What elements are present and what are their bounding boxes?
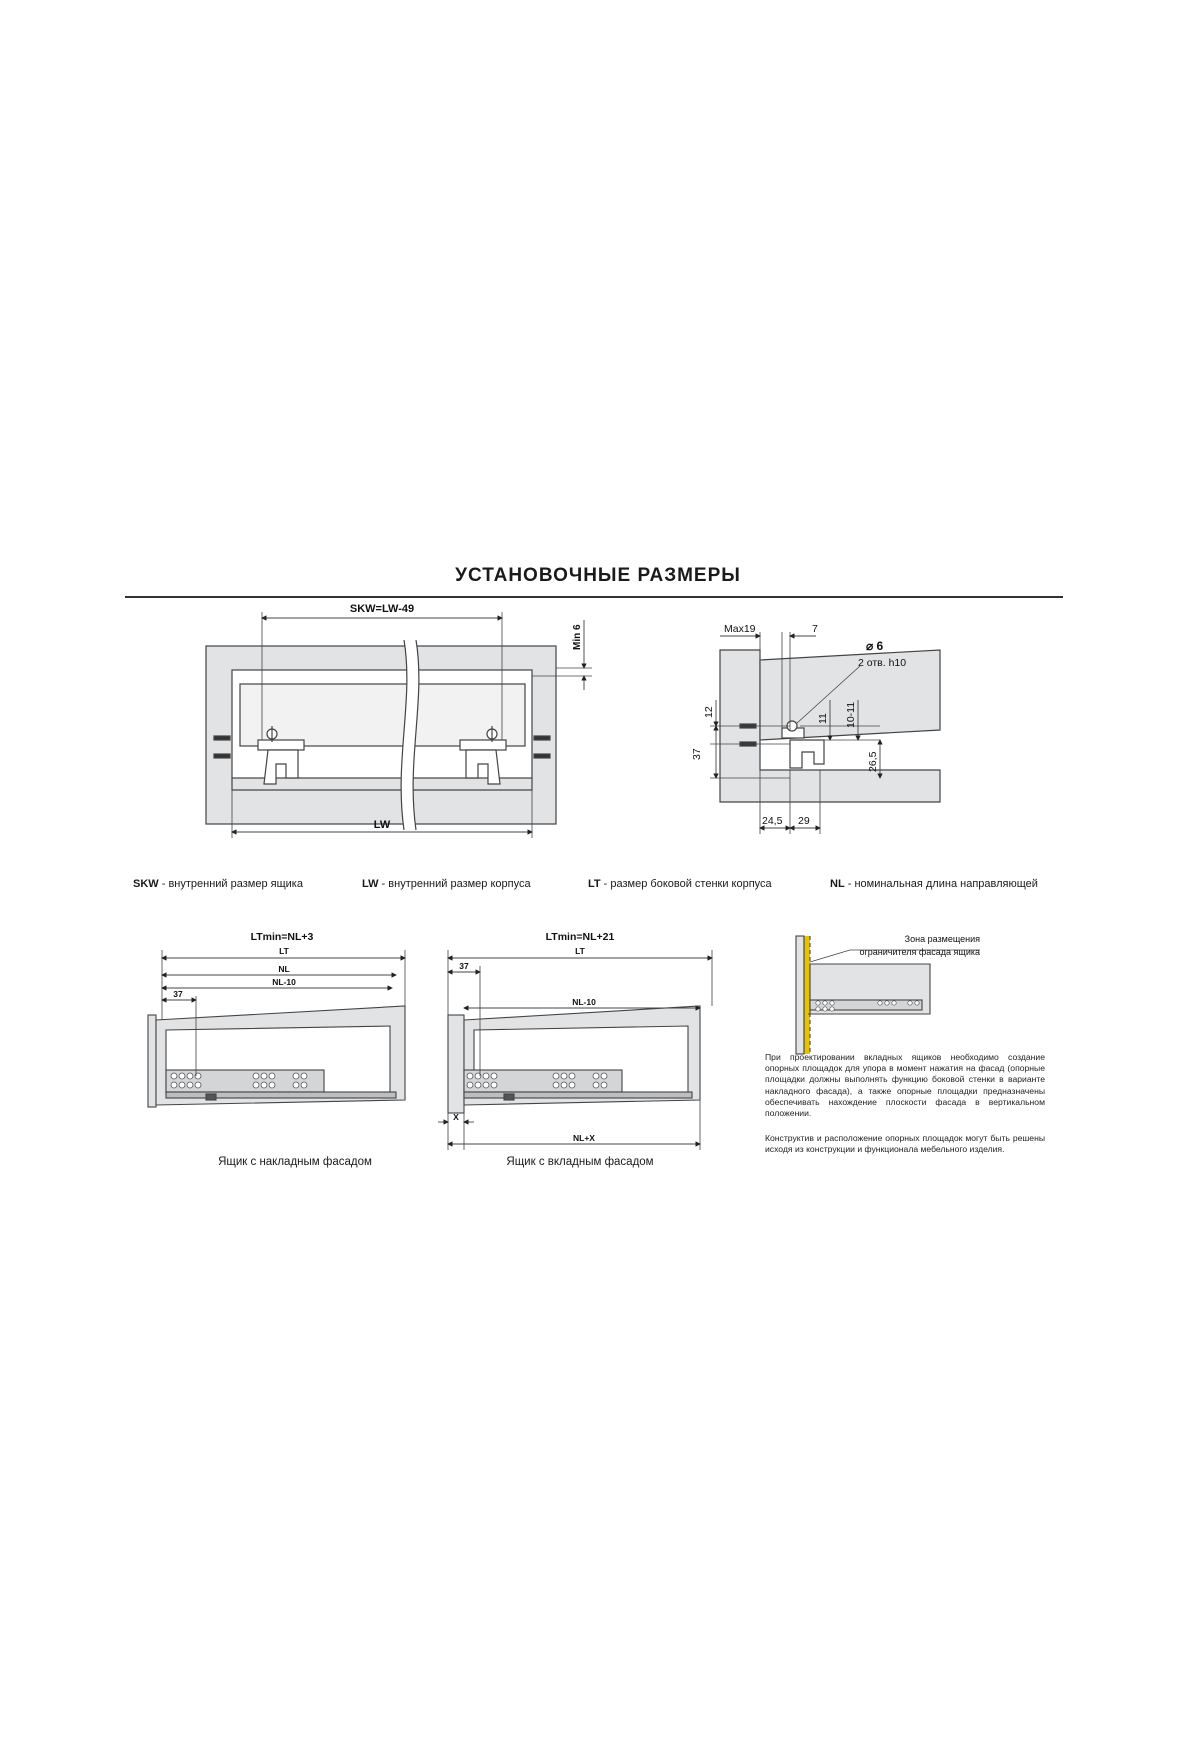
inset-caption: Ящик с вкладным фасадом (506, 1156, 654, 1168)
dim-7: 7 (812, 623, 818, 635)
overlay-facade-diagram (148, 950, 405, 1107)
legend-nl-key: NL (830, 878, 845, 890)
overlay-dim-nl-10: NL-10 (272, 977, 296, 987)
dim-11: 11 (817, 713, 829, 724)
overlay-dim-lt: LT (279, 946, 289, 956)
inset-formula: LTmin=NL+21 (545, 931, 615, 943)
overlay-formula: LTmin=NL+3 (250, 931, 314, 943)
inset-dim-x: X (453, 1112, 459, 1122)
note-paragraph-1: При проектировании вкладных ящиков необходимо создание опорных площадок для упора в момент нажатия на фасад (опорные площадки должны выполнять функцию боковой стенки в варианте накладного фасада), а также опорные площадки предназначены обеспечивать нахождение плоскости фасада в вертикальном положении. (765, 1052, 1045, 1119)
legend-nl-text: - номинальная длина направляющей (844, 878, 1038, 890)
cabinet-section-diagram (206, 612, 592, 838)
note-paragraph-2: Конструктив и расположение опорных площадок могут быть решены исходя из конструкции и функционала мебельного изделия. (765, 1133, 1045, 1155)
legend-lw-key: LW (362, 878, 379, 890)
dim-diameter-6: ⌀ 6 (866, 639, 884, 653)
legend-lt (588, 878, 772, 890)
overlay-caption: Ящик с накладным фасадом (218, 1156, 372, 1168)
legend-skw (133, 878, 303, 890)
dim-min6-label: Min 6 (572, 624, 583, 650)
legend-lt-text: - размер боковой стенки корпуса (600, 878, 772, 890)
legend-skw-text: - внутренний размер ящика (158, 878, 303, 890)
page-title: УСТАНОВОЧНЫЕ РАЗМЕРЫ (455, 565, 741, 586)
inset-dim-lt: LT (575, 946, 585, 956)
overlay-facade-labels (173, 931, 313, 999)
overlay-dim-nl: NL (278, 964, 290, 974)
dim-skw-label: SKW=LW-49 (349, 603, 415, 615)
dim-12: 12 (703, 706, 715, 718)
legend-lt-key: LT (588, 878, 601, 890)
inset-dim-37: 37 (459, 961, 469, 971)
dim-24-5: 24,5 (762, 815, 783, 827)
slide-profile (790, 740, 824, 768)
dim-max19: Max19 (724, 623, 756, 635)
dim-26-5: 26,5 (867, 751, 879, 772)
dim-37: 37 (691, 748, 703, 760)
inset-facade-diagram (438, 950, 712, 1150)
legend-lw-text: - внутренний размер корпуса (378, 878, 531, 890)
inset-dim-nl-10: NL-10 (572, 997, 596, 1007)
zone-label-line2: ограничителя фасада ящика (859, 947, 980, 957)
facade-stop-zone (804, 936, 810, 1054)
zone-label-line1: Зона размещения (904, 934, 980, 944)
legend-lw (362, 878, 531, 890)
dim-lw-label: LW (373, 819, 391, 831)
dim-holes: 2 отв. h10 (858, 657, 907, 669)
drawer-box (240, 684, 525, 746)
legend-nl (830, 878, 1038, 890)
dim-29: 29 (798, 815, 810, 827)
overlay-dim-37: 37 (173, 989, 183, 999)
legend-skw-key: SKW (133, 878, 159, 890)
inset-dim-nl-x: NL+X (573, 1133, 595, 1143)
dim-10-11: 10-11 (845, 701, 857, 728)
